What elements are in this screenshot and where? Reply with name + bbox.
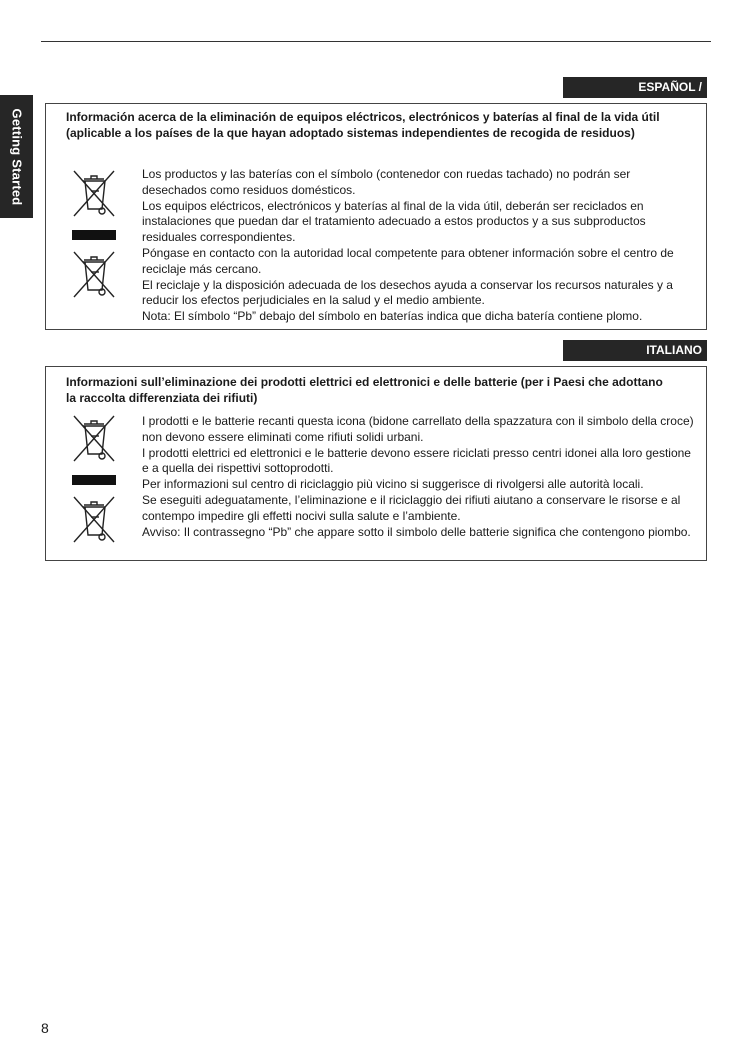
body-paragraph: Nota: El símbolo “Pb” debajo del símbolo en baterías indica que dicha batería contiene plomo. [142,309,643,324]
crossed-out-wheelie-bin-icon [69,248,119,301]
section-body [142,167,698,325]
body-paragraph: I prodotti elettrici ed elettronici e le batterie devono essere riciclati presso centri idonei alla loro gestione e a quella dei rispettivi sottoprodotti. [142,445,691,476]
section-title: Información acerca de la eliminación de equipos eléctricos, electrónicos y baterías al final de la vida útil (aplicable a los países de la que hayan adoptado sistemas independientes de recogida de residuos) [66,110,660,140]
page-number: 8 [41,1020,49,1036]
disposal-section-italian [45,366,707,561]
header-rule [41,41,711,42]
body-paragraph: Avviso: Il contrassegno “Pb” che appare sotto il simbolo delle batterie significa che contengono piombo. [142,524,691,539]
disposal-section-spanish [45,103,707,330]
crossed-out-wheelie-bin-icon [69,493,119,546]
side-tab-label: Getting Started [9,108,24,205]
crossed-out-wheelie-bin-icon [69,167,119,220]
body-paragraph: Los productos y las baterías con el símbolo (contenedor con ruedas tachado) no podrán ser desechados como residuos domésticos. [142,167,631,197]
section-body [142,414,698,540]
section-title: Informazioni sull’eliminazione dei prodotti elettrici ed elettronici e delle batterie (per i Paesi che adottano la raccolta differenziata dei rifiuti) [66,375,663,405]
side-tab [0,95,33,218]
body-paragraph: Per informazioni sul centro di riciclaggio più vicino si suggerisce di rivolgersi alle autorità locali. [142,477,644,492]
body-paragraph: I prodotti e le batterie recanti questa icona (bidone carrellato della spazzatura con il simbolo della croce) non devono essere eliminati come rifiuti solidi urbani. [142,414,694,444]
disposal-icons [68,167,120,301]
pb-bar-icon [72,230,116,240]
body-paragraph: El reciclaje y la disposición adecuada de los desechos ayuda a conservar los recursos naturales y a reducir los efectos perjudiciales en la salud y el medio ambiente. [142,277,673,308]
body-paragraph: Póngase en contacto con la autoridad local competente para obtener información sobre el centro de reciclaje más cercano. [142,245,674,276]
language-label-italian: ITALIANO [563,340,707,361]
pb-bar-icon [72,475,116,485]
language-label-spanish: ESPAÑOL / CASTELLANO [563,77,707,98]
body-paragraph: Los equipos eléctricos, electrónicos y baterías al final de la vida útil, deberán ser reciclados en instalaciones que puedan dar el tratamiento adecuado a estos productos y a sus subproductos residuales correspondientes. [142,198,646,245]
body-paragraph: Se eseguiti adeguatamente, l’eliminazione e il riciclaggio dei rifiuti aiutano a conservare le risorse e al contempo impedire gli effetti nocivi sulla salute e l’ambiente. [142,492,681,523]
crossed-out-wheelie-bin-icon [69,412,119,465]
disposal-icons [68,412,120,546]
